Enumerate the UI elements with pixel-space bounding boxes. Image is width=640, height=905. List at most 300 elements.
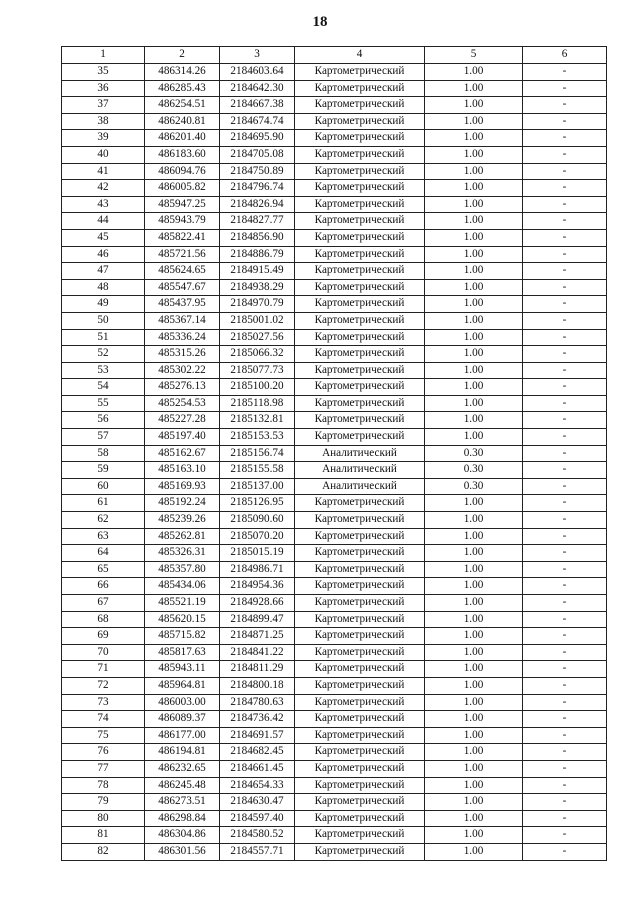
point-number-cell: 78: [62, 777, 145, 794]
point-number-cell: 67: [62, 595, 145, 612]
note-cell: -: [523, 462, 607, 479]
table-row: [62, 595, 607, 612]
x-coordinate-cell: 486240.81: [145, 113, 220, 130]
x-coordinate-cell: 485162.67: [145, 445, 220, 462]
x-coordinate-cell: 485276.13: [145, 379, 220, 396]
x-coordinate-cell: 486194.81: [145, 744, 220, 761]
y-coordinate-cell: 2184986.71: [220, 561, 295, 578]
accuracy-cell: 1.00: [425, 80, 523, 97]
note-cell: -: [523, 113, 607, 130]
table-row: [62, 694, 607, 711]
x-coordinate-cell: 486232.65: [145, 760, 220, 777]
table-row: [62, 545, 607, 562]
table-row: [62, 827, 607, 844]
note-cell: -: [523, 180, 607, 197]
method-cell: Картометрический: [295, 362, 425, 379]
note-cell: -: [523, 163, 607, 180]
x-coordinate-cell: 486298.84: [145, 810, 220, 827]
y-coordinate-cell: 2184691.57: [220, 727, 295, 744]
y-coordinate-cell: 2184674.74: [220, 113, 295, 130]
method-cell: Картометрический: [295, 229, 425, 246]
x-coordinate-cell: 485624.65: [145, 263, 220, 280]
table-row: [62, 661, 607, 678]
x-coordinate-cell: 486273.51: [145, 794, 220, 811]
method-cell: Картометрический: [295, 180, 425, 197]
accuracy-cell: 1.00: [425, 827, 523, 844]
x-coordinate-cell: 485169.93: [145, 478, 220, 495]
accuracy-cell: 1.00: [425, 296, 523, 313]
x-coordinate-cell: 485715.82: [145, 628, 220, 645]
table-row: [62, 196, 607, 213]
table-row: [62, 64, 607, 81]
x-coordinate-cell: 485367.14: [145, 312, 220, 329]
point-number-cell: 68: [62, 611, 145, 628]
table-body: [62, 47, 607, 861]
accuracy-cell: 1.00: [425, 412, 523, 429]
note-cell: -: [523, 130, 607, 147]
point-number-cell: 41: [62, 163, 145, 180]
table-row: [62, 130, 607, 147]
method-cell: Картометрический: [295, 578, 425, 595]
x-coordinate-cell: 485197.40: [145, 429, 220, 446]
method-cell: Картометрический: [295, 843, 425, 860]
x-coordinate-cell: 485964.81: [145, 677, 220, 694]
table-row: [62, 229, 607, 246]
note-cell: -: [523, 80, 607, 97]
accuracy-cell: 1.00: [425, 279, 523, 296]
method-cell: Картометрический: [295, 146, 425, 163]
method-cell: Картометрический: [295, 561, 425, 578]
accuracy-cell: 1.00: [425, 711, 523, 728]
note-cell: -: [523, 744, 607, 761]
method-cell: Картометрический: [295, 777, 425, 794]
x-coordinate-cell: 485192.24: [145, 495, 220, 512]
method-cell: Картометрический: [295, 246, 425, 263]
header-cell: 4: [295, 47, 425, 64]
table-row: [62, 810, 607, 827]
note-cell: -: [523, 794, 607, 811]
method-cell: Картометрический: [295, 495, 425, 512]
accuracy-cell: 1.00: [425, 561, 523, 578]
accuracy-cell: 1.00: [425, 794, 523, 811]
point-number-cell: 36: [62, 80, 145, 97]
accuracy-cell: 1.00: [425, 644, 523, 661]
note-cell: -: [523, 644, 607, 661]
x-coordinate-cell: 486005.82: [145, 180, 220, 197]
method-cell: Картометрический: [295, 429, 425, 446]
note-cell: -: [523, 429, 607, 446]
y-coordinate-cell: 2184661.45: [220, 760, 295, 777]
table-row: [62, 744, 607, 761]
accuracy-cell: 1.00: [425, 578, 523, 595]
method-cell: Картометрический: [295, 296, 425, 313]
method-cell: Картометрический: [295, 395, 425, 412]
note-cell: -: [523, 312, 607, 329]
x-coordinate-cell: 485434.06: [145, 578, 220, 595]
method-cell: Картометрический: [295, 80, 425, 97]
note-cell: -: [523, 246, 607, 263]
accuracy-cell: 1.00: [425, 545, 523, 562]
accuracy-cell: 1.00: [425, 146, 523, 163]
point-number-cell: 56: [62, 412, 145, 429]
x-coordinate-cell: 486314.26: [145, 64, 220, 81]
note-cell: -: [523, 727, 607, 744]
table-row: [62, 628, 607, 645]
method-cell: Картометрический: [295, 113, 425, 130]
y-coordinate-cell: 2185118.98: [220, 395, 295, 412]
method-cell: Картометрический: [295, 196, 425, 213]
point-number-cell: 57: [62, 429, 145, 446]
x-coordinate-cell: 485943.79: [145, 213, 220, 230]
table-row: [62, 113, 607, 130]
accuracy-cell: 1.00: [425, 180, 523, 197]
note-cell: -: [523, 445, 607, 462]
table-row: [62, 512, 607, 529]
note-cell: -: [523, 196, 607, 213]
method-cell: Картометрический: [295, 346, 425, 363]
table-row: [62, 495, 607, 512]
point-number-cell: 71: [62, 661, 145, 678]
header-row: [62, 47, 607, 64]
accuracy-cell: 1.00: [425, 495, 523, 512]
table-row: [62, 794, 607, 811]
point-number-cell: 63: [62, 528, 145, 545]
note-cell: -: [523, 711, 607, 728]
point-number-cell: 51: [62, 329, 145, 346]
y-coordinate-cell: 2184642.30: [220, 80, 295, 97]
y-coordinate-cell: 2185015.19: [220, 545, 295, 562]
method-cell: Аналитический: [295, 445, 425, 462]
note-cell: -: [523, 146, 607, 163]
y-coordinate-cell: 2184827.77: [220, 213, 295, 230]
point-number-cell: 58: [62, 445, 145, 462]
point-number-cell: 80: [62, 810, 145, 827]
y-coordinate-cell: 2185090.60: [220, 512, 295, 529]
y-coordinate-cell: 2185126.95: [220, 495, 295, 512]
x-coordinate-cell: 485254.53: [145, 395, 220, 412]
x-coordinate-cell: 485163.10: [145, 462, 220, 479]
method-cell: Картометрический: [295, 760, 425, 777]
y-coordinate-cell: 2184928.66: [220, 595, 295, 612]
point-number-cell: 39: [62, 130, 145, 147]
accuracy-cell: 1.00: [425, 64, 523, 81]
point-number-cell: 37: [62, 97, 145, 114]
point-number-cell: 42: [62, 180, 145, 197]
method-cell: Картометрический: [295, 163, 425, 180]
accuracy-cell: 0.30: [425, 462, 523, 479]
note-cell: -: [523, 64, 607, 81]
point-number-cell: 62: [62, 512, 145, 529]
point-number-cell: 40: [62, 146, 145, 163]
header-cell: 6: [523, 47, 607, 64]
x-coordinate-cell: 486089.37: [145, 711, 220, 728]
method-cell: Картометрический: [295, 412, 425, 429]
note-cell: -: [523, 495, 607, 512]
y-coordinate-cell: 2184954.36: [220, 578, 295, 595]
table-row: [62, 329, 607, 346]
table-row: [62, 727, 607, 744]
y-coordinate-cell: 2184750.89: [220, 163, 295, 180]
table-row: [62, 80, 607, 97]
note-cell: -: [523, 760, 607, 777]
x-coordinate-cell: 486285.43: [145, 80, 220, 97]
accuracy-cell: 1.00: [425, 229, 523, 246]
point-number-cell: 49: [62, 296, 145, 313]
note-cell: -: [523, 97, 607, 114]
y-coordinate-cell: 2184800.18: [220, 677, 295, 694]
point-number-cell: 74: [62, 711, 145, 728]
coordinates-table: [61, 46, 607, 861]
table-row: [62, 644, 607, 661]
table-row: [62, 760, 607, 777]
note-cell: -: [523, 213, 607, 230]
table-row: [62, 578, 607, 595]
note-cell: -: [523, 362, 607, 379]
table-row: [62, 711, 607, 728]
x-coordinate-cell: 486301.56: [145, 843, 220, 860]
x-coordinate-cell: 485357.80: [145, 561, 220, 578]
method-cell: Картометрический: [295, 827, 425, 844]
table-row: [62, 146, 607, 163]
note-cell: -: [523, 395, 607, 412]
table-row: [62, 213, 607, 230]
note-cell: -: [523, 296, 607, 313]
method-cell: Аналитический: [295, 462, 425, 479]
x-coordinate-cell: 485326.31: [145, 545, 220, 562]
y-coordinate-cell: 2184886.79: [220, 246, 295, 263]
method-cell: Аналитический: [295, 478, 425, 495]
accuracy-cell: 1.00: [425, 512, 523, 529]
point-number-cell: 46: [62, 246, 145, 263]
x-coordinate-cell: 485521.19: [145, 595, 220, 612]
table-row: [62, 777, 607, 794]
y-coordinate-cell: 2185001.02: [220, 312, 295, 329]
point-number-cell: 43: [62, 196, 145, 213]
x-coordinate-cell: 485943.11: [145, 661, 220, 678]
accuracy-cell: 1.00: [425, 163, 523, 180]
x-coordinate-cell: 486003.00: [145, 694, 220, 711]
method-cell: Картометрический: [295, 694, 425, 711]
method-cell: Картометрический: [295, 611, 425, 628]
x-coordinate-cell: 485822.41: [145, 229, 220, 246]
method-cell: Картометрический: [295, 97, 425, 114]
accuracy-cell: 1.00: [425, 312, 523, 329]
point-number-cell: 65: [62, 561, 145, 578]
point-number-cell: 79: [62, 794, 145, 811]
note-cell: -: [523, 329, 607, 346]
accuracy-cell: 1.00: [425, 843, 523, 860]
note-cell: -: [523, 694, 607, 711]
y-coordinate-cell: 2184899.47: [220, 611, 295, 628]
accuracy-cell: 1.00: [425, 130, 523, 147]
table-row: [62, 362, 607, 379]
method-cell: Картометрический: [295, 810, 425, 827]
point-number-cell: 69: [62, 628, 145, 645]
note-cell: -: [523, 279, 607, 296]
header-cell: 2: [145, 47, 220, 64]
y-coordinate-cell: 2185155.58: [220, 462, 295, 479]
accuracy-cell: 1.00: [425, 97, 523, 114]
table-row: [62, 279, 607, 296]
point-number-cell: 45: [62, 229, 145, 246]
accuracy-cell: 1.00: [425, 595, 523, 612]
y-coordinate-cell: 2185153.53: [220, 429, 295, 446]
accuracy-cell: 1.00: [425, 777, 523, 794]
table-row: [62, 312, 607, 329]
table-row: [62, 561, 607, 578]
accuracy-cell: 1.00: [425, 213, 523, 230]
table-row: [62, 412, 607, 429]
accuracy-cell: 1.00: [425, 628, 523, 645]
method-cell: Картометрический: [295, 512, 425, 529]
note-cell: -: [523, 810, 607, 827]
accuracy-cell: 1.00: [425, 528, 523, 545]
table-row: [62, 346, 607, 363]
y-coordinate-cell: 2184603.64: [220, 64, 295, 81]
point-number-cell: 82: [62, 843, 145, 860]
accuracy-cell: 1.00: [425, 362, 523, 379]
point-number-cell: 59: [62, 462, 145, 479]
accuracy-cell: 1.00: [425, 694, 523, 711]
header-cell: 3: [220, 47, 295, 64]
x-coordinate-cell: 486201.40: [145, 130, 220, 147]
y-coordinate-cell: 2184811.29: [220, 661, 295, 678]
note-cell: -: [523, 545, 607, 562]
header-cell: 1: [62, 47, 145, 64]
x-coordinate-cell: 486304.86: [145, 827, 220, 844]
y-coordinate-cell: 2185156.74: [220, 445, 295, 462]
accuracy-cell: 1.00: [425, 395, 523, 412]
table-row: [62, 263, 607, 280]
method-cell: Картометрический: [295, 130, 425, 147]
method-cell: Картометрический: [295, 329, 425, 346]
method-cell: Картометрический: [295, 727, 425, 744]
table-row: [62, 528, 607, 545]
y-coordinate-cell: 2185137.00: [220, 478, 295, 495]
point-number-cell: 81: [62, 827, 145, 844]
table-row: [62, 478, 607, 495]
method-cell: Картометрический: [295, 213, 425, 230]
y-coordinate-cell: 2185132.81: [220, 412, 295, 429]
y-coordinate-cell: 2184695.90: [220, 130, 295, 147]
accuracy-cell: 1.00: [425, 744, 523, 761]
y-coordinate-cell: 2184938.29: [220, 279, 295, 296]
point-number-cell: 52: [62, 346, 145, 363]
method-cell: Картометрический: [295, 794, 425, 811]
point-number-cell: 50: [62, 312, 145, 329]
point-number-cell: 72: [62, 677, 145, 694]
table-row: [62, 462, 607, 479]
method-cell: Картометрический: [295, 628, 425, 645]
y-coordinate-cell: 2184856.90: [220, 229, 295, 246]
accuracy-cell: 0.30: [425, 445, 523, 462]
table-row: [62, 395, 607, 412]
method-cell: Картометрический: [295, 677, 425, 694]
y-coordinate-cell: 2185077.73: [220, 362, 295, 379]
point-number-cell: 73: [62, 694, 145, 711]
table-row: [62, 843, 607, 860]
method-cell: Картометрический: [295, 312, 425, 329]
method-cell: Картометрический: [295, 661, 425, 678]
table-row: [62, 296, 607, 313]
accuracy-cell: 1.00: [425, 113, 523, 130]
method-cell: Картометрический: [295, 279, 425, 296]
x-coordinate-cell: 485262.81: [145, 528, 220, 545]
method-cell: Картометрический: [295, 528, 425, 545]
note-cell: -: [523, 379, 607, 396]
note-cell: -: [523, 843, 607, 860]
accuracy-cell: 1.00: [425, 246, 523, 263]
accuracy-cell: 1.00: [425, 429, 523, 446]
x-coordinate-cell: 486245.48: [145, 777, 220, 794]
x-coordinate-cell: 485947.25: [145, 196, 220, 213]
accuracy-cell: 1.00: [425, 329, 523, 346]
accuracy-cell: 1.00: [425, 196, 523, 213]
table-row: [62, 677, 607, 694]
y-coordinate-cell: 2185066.32: [220, 346, 295, 363]
method-cell: Картометрический: [295, 64, 425, 81]
note-cell: -: [523, 661, 607, 678]
x-coordinate-cell: 485620.15: [145, 611, 220, 628]
y-coordinate-cell: 2184871.25: [220, 628, 295, 645]
note-cell: -: [523, 478, 607, 495]
x-coordinate-cell: 485239.26: [145, 512, 220, 529]
note-cell: -: [523, 412, 607, 429]
x-coordinate-cell: 486177.00: [145, 727, 220, 744]
table-row: [62, 180, 607, 197]
accuracy-cell: 1.00: [425, 263, 523, 280]
accuracy-cell: 1.00: [425, 611, 523, 628]
y-coordinate-cell: 2184654.33: [220, 777, 295, 794]
point-number-cell: 44: [62, 213, 145, 230]
y-coordinate-cell: 2184841.22: [220, 644, 295, 661]
accuracy-cell: 0.30: [425, 478, 523, 495]
x-coordinate-cell: 485817.63: [145, 644, 220, 661]
y-coordinate-cell: 2185070.20: [220, 528, 295, 545]
x-coordinate-cell: 485336.24: [145, 329, 220, 346]
note-cell: -: [523, 528, 607, 545]
point-number-cell: 54: [62, 379, 145, 396]
y-coordinate-cell: 2184826.94: [220, 196, 295, 213]
table-row: [62, 611, 607, 628]
point-number-cell: 55: [62, 395, 145, 412]
note-cell: -: [523, 677, 607, 694]
point-number-cell: 47: [62, 263, 145, 280]
note-cell: -: [523, 229, 607, 246]
table-row: [62, 97, 607, 114]
point-number-cell: 35: [62, 64, 145, 81]
point-number-cell: 38: [62, 113, 145, 130]
accuracy-cell: 1.00: [425, 661, 523, 678]
note-cell: -: [523, 777, 607, 794]
point-number-cell: 53: [62, 362, 145, 379]
x-coordinate-cell: 485547.67: [145, 279, 220, 296]
x-coordinate-cell: 486183.60: [145, 146, 220, 163]
table-row: [62, 429, 607, 446]
note-cell: -: [523, 628, 607, 645]
y-coordinate-cell: 2184970.79: [220, 296, 295, 313]
accuracy-cell: 1.00: [425, 810, 523, 827]
accuracy-cell: 1.00: [425, 677, 523, 694]
point-number-cell: 75: [62, 727, 145, 744]
table-row: [62, 445, 607, 462]
x-coordinate-cell: 485721.56: [145, 246, 220, 263]
x-coordinate-cell: 486094.76: [145, 163, 220, 180]
point-number-cell: 76: [62, 744, 145, 761]
table-row: [62, 163, 607, 180]
note-cell: -: [523, 263, 607, 280]
note-cell: -: [523, 512, 607, 529]
